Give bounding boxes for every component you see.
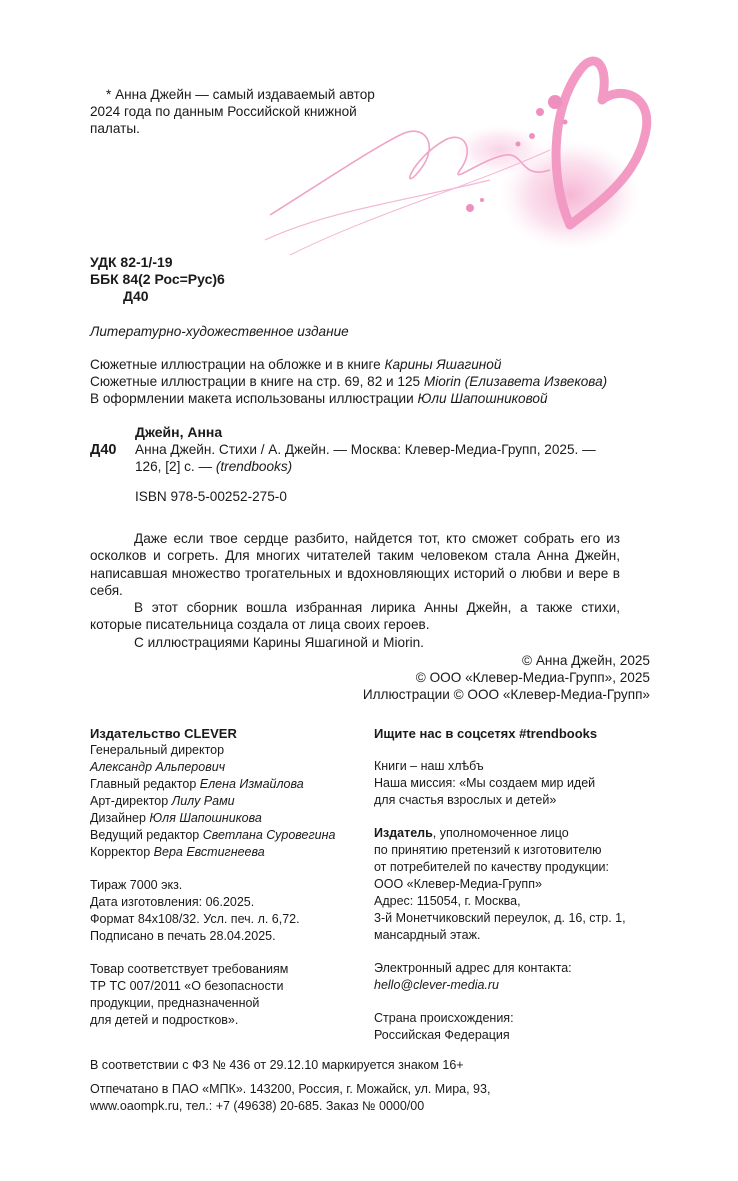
country-block [374,1010,626,1044]
publisher-info-right [374,725,626,1044]
bbk-code: ББК 84(2 Рос=Рус)6 [90,271,225,287]
staff-line [90,844,335,861]
publisher-label: Издатель [374,826,433,840]
staff-name: Александр Альперович [90,760,226,774]
staff-line [90,759,335,776]
staff-name: Вера Евстигнеева [153,845,265,859]
publisher-line: Адрес: 115054, г. Москва, [374,894,521,908]
biblio-series: (trendbooks) [215,459,293,474]
staff-name: Лилу Рами [171,794,235,808]
udk-code: УДК 82-1/-19 [90,254,173,270]
mission-line: Книги – наш хлѣбъ [374,759,484,773]
annotation-paragraph: Даже если твое сердце разбито, найдется тот, кто сможет собрать его из осколков и согреть. Для многих читателей таким человеком стала Анна Джейн, написавшая множество трогательных и вдохновляющих историй о любви и вере в себя. [90,531,620,598]
staff-line [90,793,335,810]
annotation-paragraph: С иллюстрациями Карины Яшагиной и Miorin. [134,634,424,650]
country-label: Страна происхождения: [374,1011,514,1025]
email-link[interactable]: hello@clever-media.ru [374,978,500,992]
publisher-label-line [374,825,626,842]
credit-text: Сюжетные иллюстрации на обложке и в книге [90,357,385,372]
credit-text: В оформлении макета использованы иллюстрации [90,391,418,406]
credit-name: Юли Шапошниковой [417,391,548,406]
copyright-line: © ООО «Клевер-Медиа-Групп», 2025 [415,670,650,685]
print-line: Дата изготовления: 06.2025. [90,895,255,909]
staff-name: Светлана Суровегина [202,828,336,842]
author-note [90,86,375,137]
biblio-author: Джейн, Анна [135,424,223,440]
biblio-pages: 126, [2] с. — [135,459,216,474]
copyright-block [363,652,650,703]
printer-line: Отпечатано в ПАО «МПК». 143200, Россия, г. Можайск, ул. Мира, 93, [90,1082,491,1096]
illustration-credits [90,356,607,407]
credit-line [90,373,607,390]
biblio-description: Анна Джейн. Стихи / А. Джейн. — Москва: Клевер-Медиа-Групп, 2025. — [135,442,596,457]
staff-role: Корректор [90,845,154,859]
print-line: Подписано в печать 28.04.2025. [90,929,276,943]
conformity-line: для детей и подростков». [90,1013,239,1027]
email-block [374,960,626,994]
note-line: палаты. [90,121,140,136]
publisher-label-rest: , уполномоченное лицо [432,826,569,840]
credit-line [90,356,607,373]
note-line: * Анна Джейн — самый издаваемый автор [106,87,375,102]
heart-scribble-illustration [250,40,670,270]
conformity-details [90,961,335,1029]
author-mark: Д40 [123,288,149,304]
age-marking: В соответствии с ФЗ № 436 от 29.12.10 маркируется знаком 16+ [90,1058,464,1072]
edition-type: Литературно-художественное издание [90,324,349,339]
publisher-info-left [90,725,335,1029]
credit-text: Сюжетные иллюстрации в книге на стр. 69, 82 и 125 [90,374,424,389]
note-line: 2024 года по данным Российской книжной [90,104,357,119]
printer-line: www.oaompk.ru, тел.: +7 (49638) 20-685. Заказ № 0000/00 [90,1099,425,1113]
staff-line [90,742,335,759]
print-line: Тираж 7000 экз. [90,878,183,892]
catalog-codes [90,254,225,305]
staff-name: Елена Измайлова [199,777,304,791]
staff-role: Главный редактор [90,777,200,791]
email-label: Электронный адрес для контакта: [374,961,572,975]
conformity-line: ТР ТС 007/2011 «О безопасности [90,979,284,993]
staff-role: Арт-директор [90,794,172,808]
mission-block [374,758,626,809]
biblio-record [135,424,596,505]
staff-role: Ведущий редактор [90,828,203,842]
biblio-description-cont [135,458,596,475]
staff-role: Дизайнер [90,811,150,825]
annotation-paragraph: В этот сборник вошла избранная лирика Анны Джейн, а также стихи, которые писательница создала от лица своих героев. [90,600,620,633]
staff-line [90,776,335,793]
credit-line [90,390,607,407]
publisher-name: Издательство CLEVER [90,726,237,741]
mission-line: Наша миссия: «Мы создаем мир идей [374,776,596,790]
print-details [90,877,335,945]
conformity-line: продукции, предназначенной [90,996,260,1010]
publisher-line: по принятию претензий к изготовителю [374,843,602,857]
staff-list [90,742,335,861]
isbn: ISBN 978-5-00252-275-0 [135,489,287,504]
copyright-line: Иллюстрации © ООО «Клевер-Медиа-Групп» [362,687,650,702]
conformity-line: Товар соответствует требованиям [90,962,289,976]
publisher-line: мансардный этаж. [374,928,481,942]
publisher-line: от потребителей по качеству продукции: [374,860,609,874]
print-line: Формат 84x108/32. Усл. печ. л. 6,72. [90,912,300,926]
mission-line: для счастья взрослых и детей» [374,793,557,807]
staff-line [90,810,335,827]
footer [90,1057,490,1115]
social-heading: Ищите нас в соцсетях #trendbooks [374,726,598,741]
country-value: Российская Федерация [374,1028,510,1042]
publisher-contact [374,825,626,944]
staff-line [90,827,335,844]
staff-name: Юля Шапошникова [149,811,262,825]
copyright-line: © Анна Джейн, 2025 [522,653,650,668]
publisher-line: ООО «Клевер-Медиа-Групп» [374,877,542,891]
staff-role: Генеральный директор [90,743,225,757]
biblio-code: Д40 [90,442,117,458]
annotation [90,530,620,651]
publisher-line: 3-й Монетчиковский переулок, д. 16, стр. 1, [374,911,626,925]
credit-name: Miorin (Елизавета Извекова) [423,374,608,389]
credit-name: Карины Яшагиной [384,357,502,372]
